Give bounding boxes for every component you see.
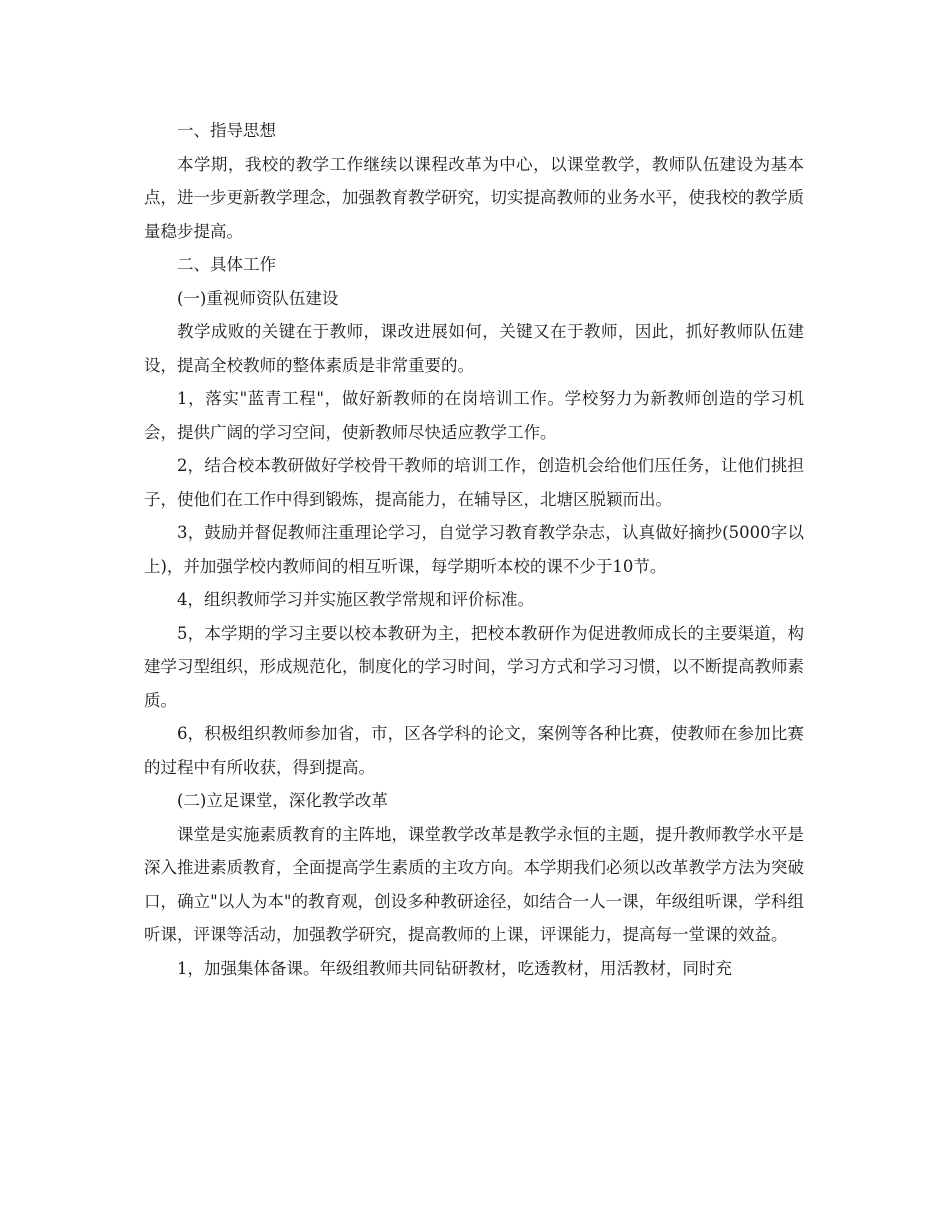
list-item-5: 5，本学期的学习主要以校本教研为主，把校本教研作为促进教师成长的主要渠道，构建学习型组织，形成规范化，制度化的学习时间，学习方式和学习习惯，以不断提高教师素质。 (144, 623, 804, 710)
paragraph-classroom: 课堂是实施素质教育的主阵地，课堂教学改革是教学永恒的主题，提升教师教学水平是深入推进素质教育，全面提高学生素质的主攻方向。本学期我们必须以改革教学方法为突破口，确立"以人为本"的教育观，创设多种教研途径，如结合一人一课，年级组听课，学科组听课，评课等活动，加强教学研究，提高教师的上课，评课能力，提高每一堂课的效益。 (144, 824, 804, 944)
section-heading-guiding-ideology: 一、指导思想 (177, 121, 276, 140)
list-item-2: 2，结合校本教研做好学校骨干教师的培训工作，创造机会给他们压任务，让他们挑担子，使他们在工作中得到锻炼，提高能力，在辅导区，北塘区脱颖而出。 (144, 456, 804, 509)
list-item-1: 1，落实"蓝青工程"，做好新教师的在岗培训工作。学校努力为新教师创造的学习机会，提供广阔的学习空间，使新教师尽快适应教学工作。 (144, 389, 804, 442)
list-item-4: 4，组织教师学习并实施区教学常规和评价标准。 (177, 590, 534, 609)
subsection-heading-teacher-team: (一)重视师资队伍建设 (177, 288, 339, 308)
document-body (144, 114, 804, 985)
list-item-3: 3，鼓励并督促教师注重理论学习，自觉学习教育教学杂志，认真做好摘抄(5000字以上)，并加强学校内教师间的相互听课，每学期听本校的课不少于10节。 (144, 523, 804, 576)
list-item-collective-lesson-prep: 1，加强集体备课。年级组教师共同钻研教材，吃透教材，用活教材，同时充 (177, 958, 732, 978)
subsection-heading-classroom: (二)立足课堂，深化教学改革 (177, 791, 388, 810)
paragraph-teacher-team: 教学成败的关键在于教师，课改进展如何，关键又在于教师，因此，抓好教师队伍建设，提高全校教师的整体素质是非常重要的。 (144, 322, 804, 375)
paragraph-intro: 本学期，我校的教学工作继续以课程改革为中心，以课堂教学，教师队伍建设为基本点，进一步更新教学理念，加强教育教学研究，切实提高教师的业务水平，使我校的教学质量稳步提高。 (144, 154, 804, 241)
list-item-6: 6，积极组织教师参加省，市，区各学科的论文，案例等各种比赛，使教师在参加比赛的过程中有所收获，得到提高。 (144, 724, 804, 777)
section-heading-specific-work: 二、具体工作 (177, 255, 276, 274)
